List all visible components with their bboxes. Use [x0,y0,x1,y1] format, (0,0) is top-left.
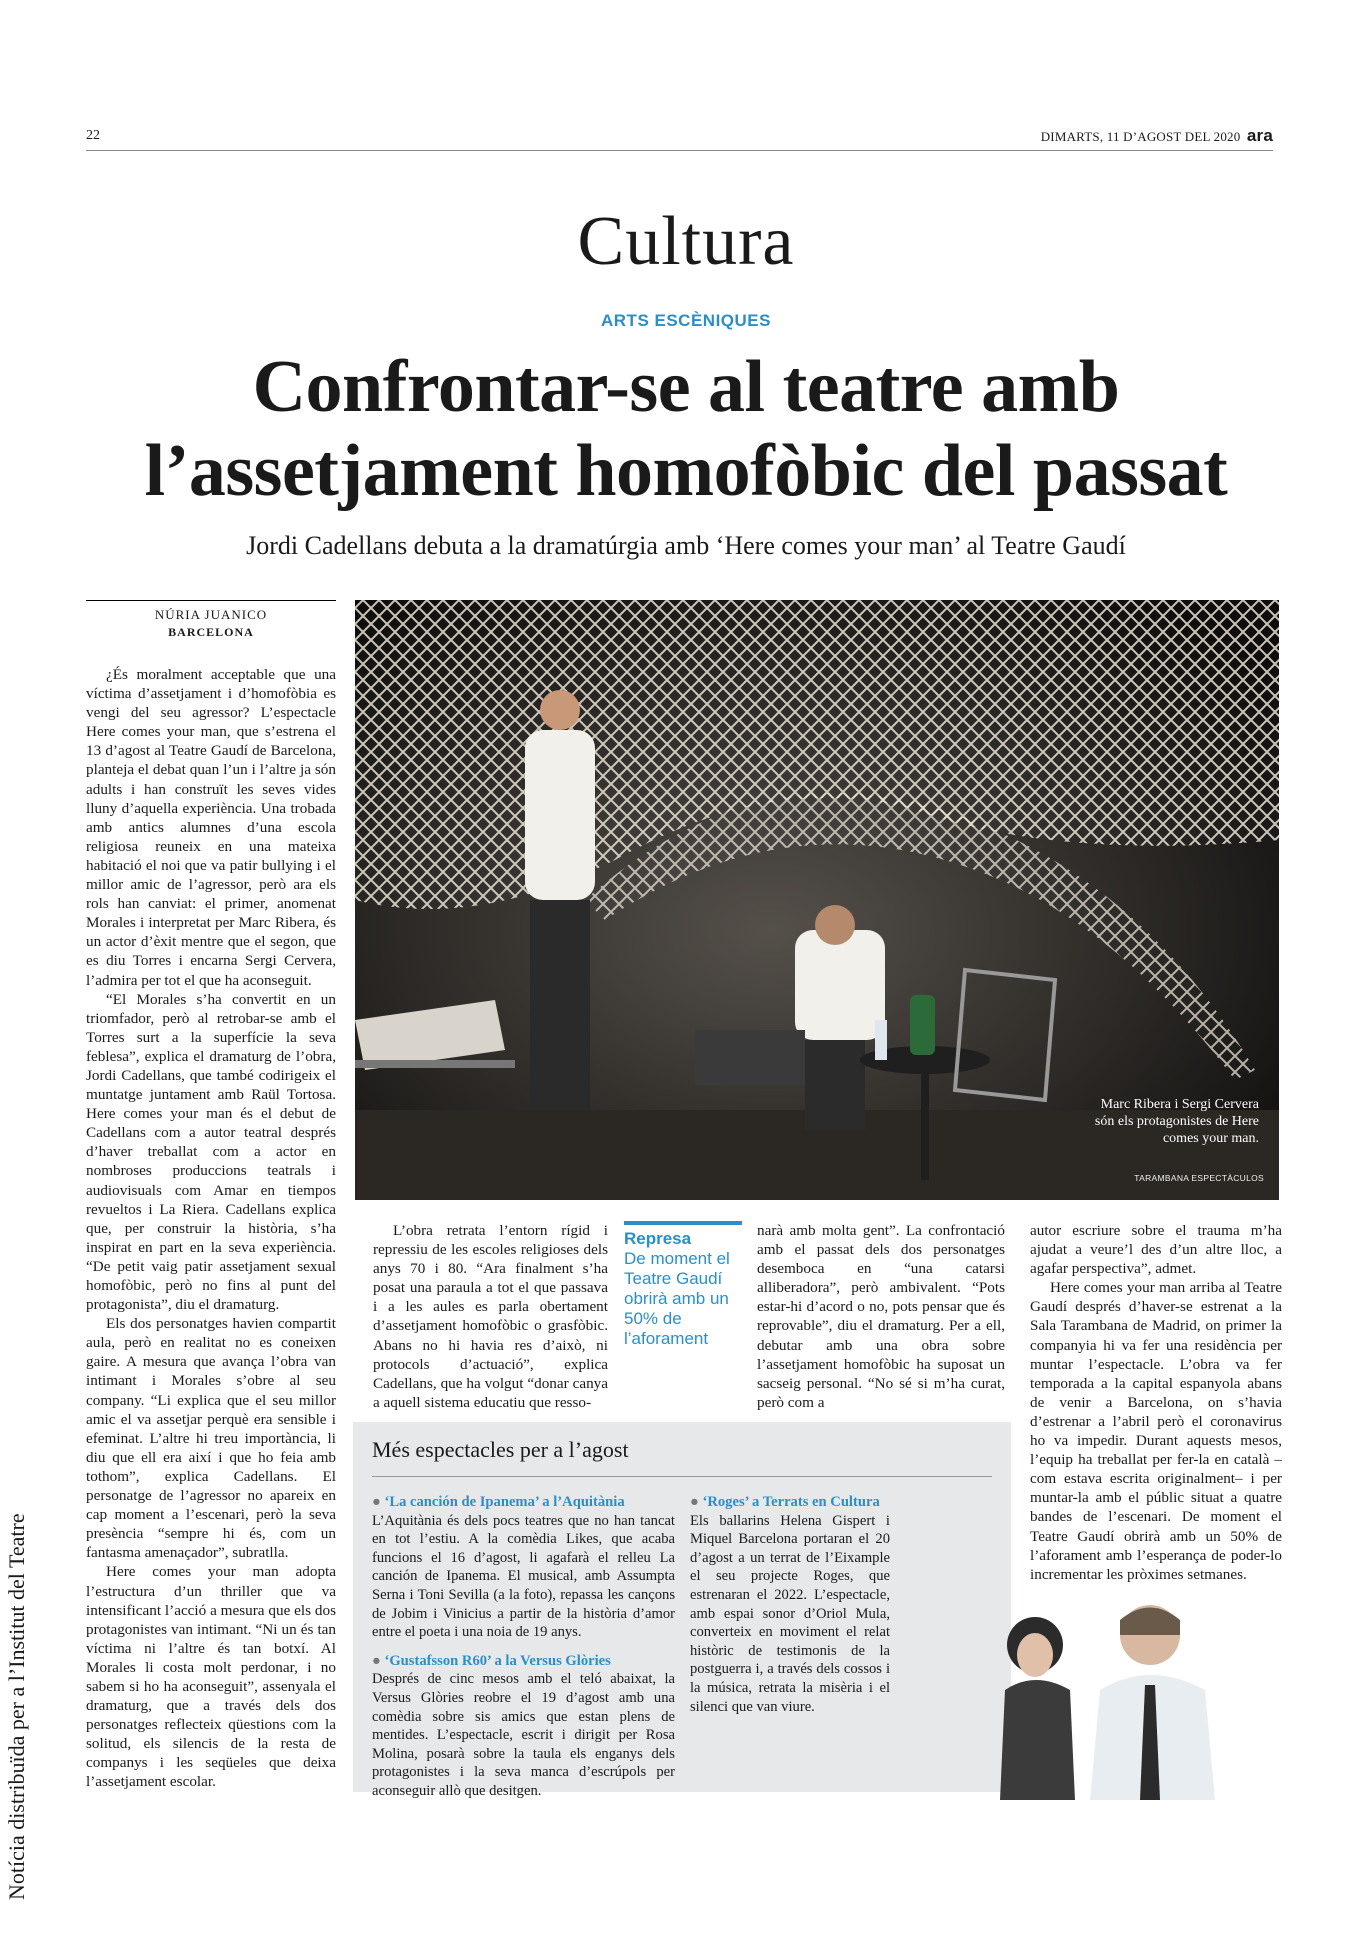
headline-line-1: Confrontar-se al teatre amb [252,346,1120,428]
sidebar-item-text: L’Aquitània és dels pocs teatres que no han tancat en tot l’estiu. A la comèdia Likes, que acaba funcions el 16 d’agost, li agafarà el relleu La canción de Ipanema. El musical, amb Assumpta Serna i Toni Sevilla (a la foto), repassa les cançons de Jobim i Vinicius a partir de la història d’amor entre el poeta i una noia de 19 anys. [372,1512,675,1641]
subheadline: Jordi Cadellans debuta a la dramatúrgia amb ‘Here comes your man’ al Teatre Gaudí [246,531,1126,560]
dateline [1041,126,1273,146]
sidebar-title: Més espectacles per a l’agost [372,1437,629,1462]
sidebar-item-title: ‘Gustafsson R60’ a la Versus Glòries [384,1652,611,1669]
sidebar-item [372,1493,675,1642]
paragraph: L’obra retrata l’entorn rígid i repressiu de les escoles religioses dels anys 70 i 80. “Ara finalment s’ha posat una paraula a tot el que passava i a les aules es parla obertament d’assetjament homofòbic o grasfòbic. Abans no hi havia res d’això, ni protocols d’actuació”, explica Cadellans, que ha volgut “donar canya a aquell sistema educatiu que resso- [373,1222,608,1411]
sidebar-item [372,1652,675,1801]
paragraph: Els dos personatges havien compartit aula, però en realitat no es coneixen gaire. A mesura que avança l’obra van intimant i Morales s’obre al seu company. “Li explica que el seu millor amic el va assetjar perquè era sensible i efeminat. L’altre hi treu importància, li diu que ell era així i que ho feia amb tothom”, explica Cadellans. El personatge de l’agressor no apareix en cap moment a l’escenari, però la seva presència “sempre hi és, com un fantasma amenaçador”, subratlla. [86,1315,336,1562]
body-column-3 [757,1221,1005,1412]
sidebar-column-1 [372,1493,675,1801]
brand-logo: ara [1246,126,1273,145]
paragraph: narà amb molta gent”. La confrontació amb el passat dels dos personatges desemboca en “una catarsi alliberadora”, però ambivalent. “Pots estar-hi d’acord o no, pots pensar que és reprovable”, diu el dramaturg. Per a ell, debutar amb una obra sobre l’assetjament homofòbic ha suposat un sacseig personal. “No sé si m’ha curat, però com a [757,1222,1005,1411]
bullet-icon: ● [372,1494,385,1510]
kicker: ARTS ESCÈNIQUES [601,311,771,330]
bullet-icon: ● [690,1494,703,1510]
bullet-icon: ● [372,1652,385,1669]
sidebar-item [690,1493,890,1716]
body-column-1 [86,665,336,1792]
sidebar-rule [372,1476,992,1477]
sidebar-item-title: ‘Roges’ a Terrats en Cultura [702,1494,880,1510]
paragraph: Here comes your man arriba al Teatre Gaudí després d’haver-se estrenat a la Sala Tarambana de Madrid, on primer la companyia hi va fer una residència per muntar l’espectacle. L’obra va fer temporada a la capital espanyola abans de venir a Barcelona, on s’havia d’estrenar a l’abril però el coronavirus ho va impedir. Durant aquests mesos, l’equip ha treballat per fer-la en català –com estava escrita originalment– i per muntar-la amb el públic situat a quatre bandes de l’escenari. De moment el Teatre Gaudí obrirà amb un 50% de l’aforament amb l’esperança de poder-lo incrementar les pròximes setmanes. [1030,1279,1282,1583]
sidebar-item-text: Els ballarins Helena Gispert i Miquel Barcelona portaran el 20 d’agost a un terrat de l’Eixample el seu projecte Roges, que estrenaran el 2022. L’espectacle, amb espai sonor d’Oriol Mula, converteix en moviment el relat històric de testimonis de la postguerra i, a través dels cossos i la música, retrata la misèria i el silenci que van viure. [690,1512,890,1715]
body-column-2 [373,1221,608,1412]
date: DIMARTS, 11 D’AGOST DEL 2020 [1040,129,1241,144]
sidebar-item-text: Després de cinc mesos amb el teló abaixat, la Versus Glòries reobre el 19 d’agost amb una comèdia sobre sis amics que estan plens de mentides. L’espectacle, escrit i dirigit per Rosa Molina, posarà sobre la taula els enganys dels protagonistes i la seva manca d’escrúpols per aconseguir allò que desitgen. [372,1671,675,1799]
headline [60,345,1312,513]
pull-quote-title: Represa [624,1229,692,1248]
author: NÚRIA JUANICO [154,607,268,622]
dancers-illustration [990,1590,1235,1800]
pull-quote-text: De moment el Teatre Gaudí obrirà amb un 50% de l’aforament [624,1249,730,1348]
sidebar-item-title: ‘La canción de Ipanema’ a l’Aquitània [384,1494,625,1510]
page-number: 22 [86,128,100,143]
paragraph: Here comes your man adopta l’estructura d’un thriller que va intensificant l’acció a mesura que els dos protagonistes van intimant. “Ni un és tan víctima ni l’altre és tan botxí. Al Morales li costa molt perdonar, i no sabem si ho ha aconseguit”, assenyala el dramaturg, que a través dels dos personatges reflecteix qüestions com la solitud, els silencis de la resta de companys i les seqüeles que deixa l’assetjament escolar. [86,1563,336,1791]
vertical-note: Notícia distribuïda per a l’Institut del Teatre [4,1513,29,1900]
photo-credit: TARAMBANA ESPECTÀCULOS [1134,1173,1264,1183]
headline-line-2: l’assetjament homofòbic del passat [144,430,1228,512]
paragraph: autor escriure sobre el trauma m’ha ajudat a veure’l des d’un altre lloc, a agafar perspectiva”, admet. [1030,1222,1282,1278]
city: BARCELONA [168,625,254,639]
photo-caption: Marc Ribera i Sergi Cervera són els protagonistes de Here comes your man. [1094,1097,1259,1146]
byline [86,600,336,640]
dancers-photo [990,1590,1235,1800]
paragraph: “El Morales s’ha convertit en un triomfador, però al retrobar-se amb el Torres surt a la superfície la seva feblesa”, explica el dramaturg de l’obra, Jordi Cadellans, que també codirigeix el muntatge juntament amb Raül Tortosa. Here comes your man és el debut de Cadellans com a autor teatral després d’haver treballat com a actor en nombroses produccions teatrals i audiovisuals com Amar en tiempos revueltos i La Riera. Cadellans explica que, per construir la història, s’ha inspirat en part en la seva experiència. “De petit vaig patir assetjament sexual homofòbic, però no fins al punt del protagonista”, diu el dramaturg. [86,990,336,1314]
section-title: Cultura [577,203,795,280]
pull-quote [624,1221,742,1349]
body-column-4 [1030,1221,1282,1584]
paragraph: ¿És moralment acceptable que una víctima d’assetjament i d’homofòbia es vengi del seu agressor? L’espectacle Here comes your man, que s’estrena el 13 d’agost al Teatre Gaudí de Barcelona, planteja el debat quan l’un i l’altre ja són adults i han construït les seves vides lluny d’aquella experiència. Una trobada amb antics alumnes d’una escola religiosa reuneix en una mateixa habitació el noi que va patir bullying i el millor amic de l’agressor, però ara els rols han canviat: el primer, anomenat Morales i interpretat per Marc Ribera, és un actor d’èxit mentre que el segon, que es diu Torres i encarna Sergi Cervera, l’admira per tot el que ha aconseguit. [86,666,336,989]
sidebar-column-2 [690,1493,990,1716]
